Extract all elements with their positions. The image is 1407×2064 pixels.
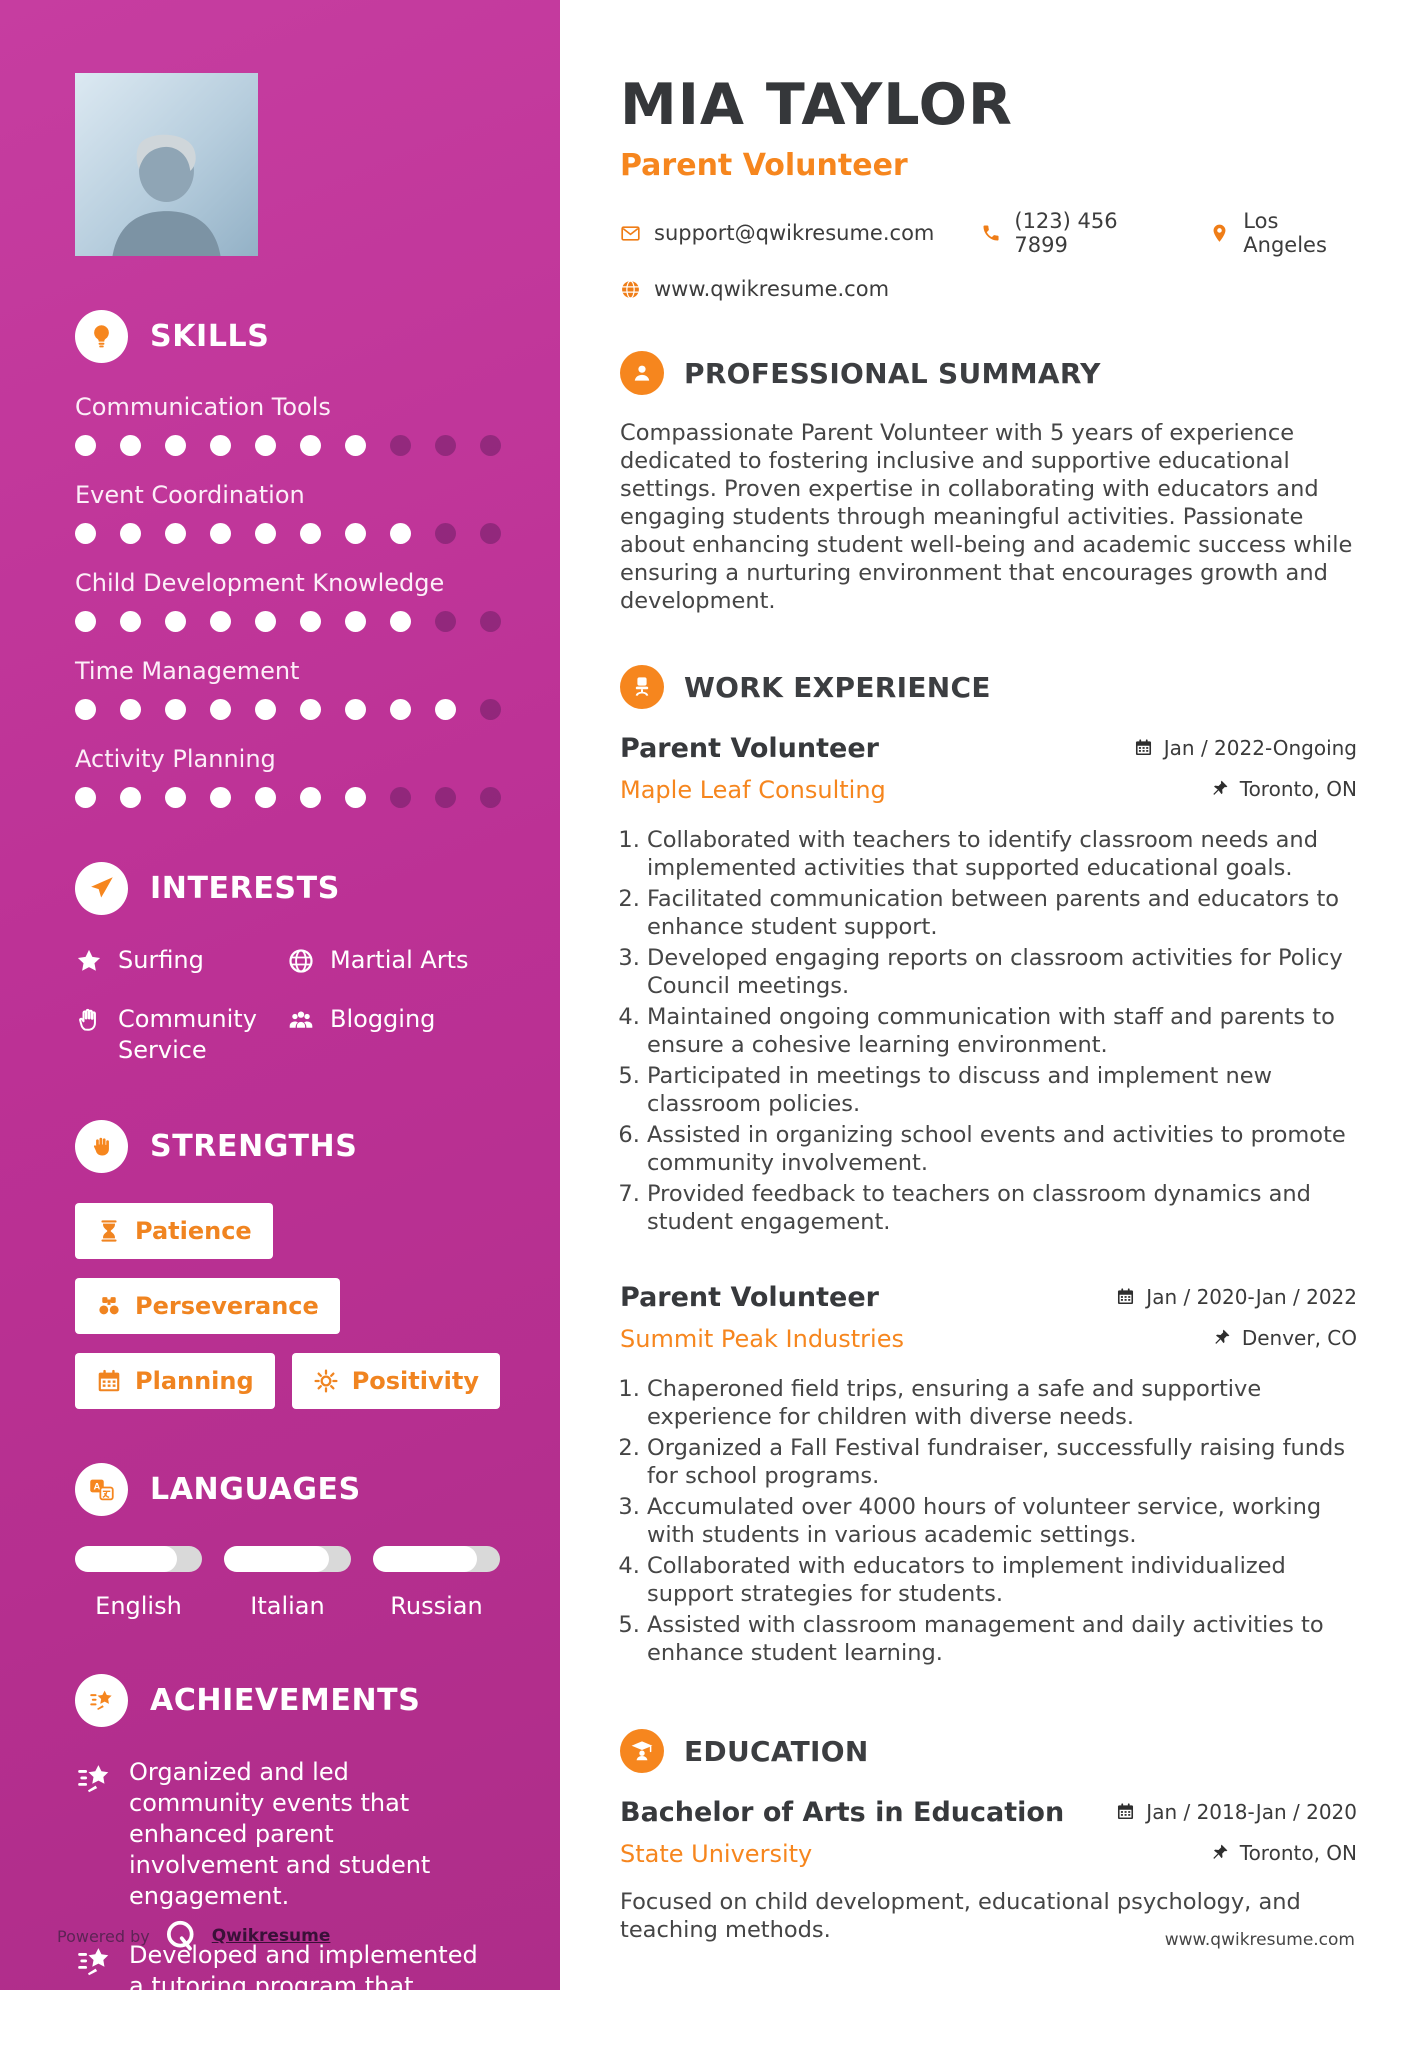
interests-list xyxy=(75,945,502,1066)
user-icon xyxy=(630,361,654,385)
achievements-list xyxy=(75,1757,502,2064)
job-bullet: 4. Maintained ongoing communication with staff and parents to ensure a cohesive learning environment. xyxy=(647,1003,1357,1059)
skill-dot-filled xyxy=(165,523,186,544)
skill-dot-filled xyxy=(300,523,321,544)
skill-dot-filled xyxy=(75,435,96,456)
fist-icon xyxy=(88,1133,115,1160)
candidate-name: MIA TAYLOR xyxy=(620,72,1013,138)
skill-dot-filled xyxy=(300,699,321,720)
powered-by-label: Powered by xyxy=(57,1926,150,1946)
job-header-row xyxy=(620,1282,1357,1313)
contact-row-1 xyxy=(620,209,1357,257)
achievement-text: Organized and led community events that enhanced parent involvement and student engagement. xyxy=(129,1758,431,1910)
phone-text: (123) 456 7899 xyxy=(1014,209,1118,257)
job-subheader-row xyxy=(620,776,1357,804)
skill-dots xyxy=(75,523,502,544)
education-description: Focused on child development, educational psychology, and teaching methods. xyxy=(620,1889,1301,1943)
interest-item xyxy=(75,1004,287,1066)
interest-label: Martial Arts xyxy=(330,946,469,974)
skill-dot-filled xyxy=(390,611,411,632)
strengths-list xyxy=(75,1203,502,1409)
calendar-icon xyxy=(96,1368,122,1394)
skill-dot-filled xyxy=(345,699,366,720)
skill-dot-empty xyxy=(480,435,501,456)
interest-item xyxy=(75,945,287,976)
skill-dot-empty xyxy=(480,611,501,632)
job-location xyxy=(1210,777,1357,801)
skill-label: Activity Planning xyxy=(75,745,276,773)
qwikresume-logo-icon xyxy=(163,1918,199,1954)
achievements-heading-label: ACHIEVEMENTS xyxy=(150,1683,421,1718)
skill-dot-filled xyxy=(210,787,231,808)
interests-heading xyxy=(75,862,502,915)
job-dates xyxy=(1134,736,1357,760)
education-heading-label: EDUCATION xyxy=(684,1734,869,1768)
skill-dot-empty xyxy=(435,611,456,632)
education-heading xyxy=(620,1729,1357,1773)
skill-dots xyxy=(75,787,502,808)
language-item xyxy=(75,1546,202,1620)
skill-label: Child Development Knowledge xyxy=(75,569,445,597)
footer-site-url: www.qwikresume.com xyxy=(1164,1930,1355,1950)
job-bullet: 5. Participated in meetings to discuss and implement new classroom policies. xyxy=(647,1062,1357,1118)
skill-dot-filled xyxy=(165,435,186,456)
phone-icon xyxy=(980,223,1001,244)
skill-dot-filled xyxy=(210,435,231,456)
language-progress-track xyxy=(373,1546,500,1572)
main-column xyxy=(620,0,1357,1944)
calendar-icon xyxy=(1116,1802,1135,1821)
skill-dots xyxy=(75,699,502,720)
language-label: Russian xyxy=(390,1592,483,1620)
job-location xyxy=(1212,1326,1357,1350)
skill-dot-filled xyxy=(255,435,276,456)
language-item xyxy=(224,1546,351,1620)
location-text: Los Angeles xyxy=(1243,209,1327,257)
job-bullet: 6. Assisted in organizing school events and activities to promote community involvement. xyxy=(647,1121,1357,1177)
skills-heading xyxy=(75,310,502,363)
skill-dot-filled xyxy=(255,699,276,720)
skill-dot-filled xyxy=(255,611,276,632)
footer-branding xyxy=(57,1918,330,1954)
job-title: Parent Volunteer xyxy=(620,733,879,764)
summary-heading-label: PROFESSIONAL SUMMARY xyxy=(684,356,1101,390)
skill-dot-filled xyxy=(255,787,276,808)
job-dates xyxy=(1116,1285,1357,1309)
job-dates-text: Jan / 2022-Ongoing xyxy=(1163,735,1357,760)
skill-item xyxy=(75,393,502,456)
skill-dot-filled xyxy=(345,787,366,808)
strengths-heading-label: STRENGTHS xyxy=(150,1129,358,1164)
skill-dots xyxy=(75,435,502,456)
skill-dot-empty xyxy=(480,699,501,720)
skill-dot-filled xyxy=(75,787,96,808)
map-marker-icon xyxy=(1209,223,1230,244)
skill-dot-filled xyxy=(165,611,186,632)
school-name: State University xyxy=(620,1840,813,1868)
job-bullet: 7. Provided feedback to teachers on classroom dynamics and student engagement. xyxy=(647,1180,1357,1236)
skills-section xyxy=(75,310,502,808)
skills-heading-label: SKILLS xyxy=(150,319,270,354)
strength-badge xyxy=(292,1353,500,1409)
degree-title: Bachelor of Arts in Education xyxy=(620,1797,1065,1828)
jobs-list xyxy=(620,733,1357,1667)
language-label: English xyxy=(95,1592,182,1620)
education-section xyxy=(620,1729,1357,1944)
email-link[interactable] xyxy=(620,221,934,245)
contact-row-2 xyxy=(620,277,1357,301)
strengths-section xyxy=(75,1120,502,1409)
job-bullet: 3. Accumulated over 4000 hours of volunteer service, working with students in various academic settings. xyxy=(647,1493,1357,1549)
skill-dot-filled xyxy=(120,787,141,808)
strength-badge xyxy=(75,1278,340,1334)
profile-photo xyxy=(75,73,258,256)
skill-dot-empty xyxy=(480,523,501,544)
skill-dot-filled xyxy=(345,523,366,544)
sidebar xyxy=(0,0,560,2062)
skill-dot-empty xyxy=(390,787,411,808)
job-bullet: 1. Chaperoned field trips, ensuring a safe and supportive experience for children with diverse needs. xyxy=(647,1375,1357,1431)
company-name: Summit Peak Industries xyxy=(620,1325,904,1353)
skill-dot-filled xyxy=(255,523,276,544)
job-header-row xyxy=(620,733,1357,764)
skill-item xyxy=(75,745,502,808)
job-entry xyxy=(620,733,1357,1236)
skill-item xyxy=(75,657,502,720)
website-text: www.qwikresume.com xyxy=(654,277,890,301)
achievements-heading xyxy=(75,1674,502,1727)
skill-label: Time Management xyxy=(75,657,300,685)
shooting-star-icon xyxy=(75,1760,113,1798)
globe-icon xyxy=(620,279,641,300)
svg-text:A: A xyxy=(93,1481,101,1493)
star-icon xyxy=(75,947,103,975)
pushpin-icon xyxy=(1210,779,1229,798)
skill-dot-filled xyxy=(210,611,231,632)
pushpin-icon xyxy=(1212,1328,1231,1347)
skill-dot-filled xyxy=(210,523,231,544)
skill-dot-empty xyxy=(435,523,456,544)
language-progress-track xyxy=(224,1546,351,1572)
skill-dot-filled xyxy=(345,611,366,632)
interests-section xyxy=(75,862,502,1066)
job-title: Parent Volunteer xyxy=(620,1282,879,1313)
globe-icon xyxy=(287,947,315,975)
skill-dot-filled xyxy=(120,435,141,456)
paper-plane-icon xyxy=(88,875,115,902)
skill-dot-filled xyxy=(300,787,321,808)
skill-dot-filled xyxy=(120,523,141,544)
skill-dot-empty xyxy=(480,787,501,808)
languages-heading xyxy=(75,1463,502,1516)
job-location-text: Toronto, ON xyxy=(1239,776,1357,801)
skill-dot-filled xyxy=(345,435,366,456)
binoculars-icon xyxy=(96,1293,122,1319)
skill-dot-filled xyxy=(75,699,96,720)
summary-heading xyxy=(620,351,1357,395)
language-progress-track xyxy=(75,1546,202,1572)
graduation-cap-icon xyxy=(630,1739,654,1763)
job-location-text: Denver, CO xyxy=(1241,1325,1357,1350)
languages-list xyxy=(75,1546,502,1620)
achievement-item xyxy=(75,1940,502,2064)
skill-dot-filled xyxy=(75,523,96,544)
skill-dot-filled xyxy=(390,699,411,720)
skill-dot-filled xyxy=(120,699,141,720)
shooting-star-icon xyxy=(88,1687,115,1714)
job-bullet: 2. Organized a Fall Festival fundraiser, successfully raising funds for school programs. xyxy=(647,1434,1357,1490)
skill-dot-filled xyxy=(300,435,321,456)
language-label: Italian xyxy=(250,1592,325,1620)
strength-badge xyxy=(75,1353,275,1409)
experience-section xyxy=(620,665,1357,1667)
skill-label: Communication Tools xyxy=(75,393,331,421)
pushpin-icon xyxy=(1210,1843,1229,1862)
qwikresume-link[interactable]: Qwikresume xyxy=(211,1926,331,1946)
interests-heading-label: INTERESTS xyxy=(150,871,340,906)
education-dates: Jan / 2018-Jan / 2020 xyxy=(1116,1800,1357,1824)
achievement-text: Developed and implemented a tutoring program that improved literacy rates among struggling students. xyxy=(129,1941,478,2062)
job-bullet: 1. Collaborated with teachers to identify classroom needs and implemented activities that supported educational goals. xyxy=(647,826,1357,882)
skill-dot-filled xyxy=(165,699,186,720)
job-dates-text: Jan / 2020-Jan / 2022 xyxy=(1146,1284,1357,1309)
calendar-icon xyxy=(1116,1287,1135,1306)
company-name: Maple Leaf Consulting xyxy=(620,776,886,804)
languages-section xyxy=(75,1463,502,1620)
experience-heading-label: WORK EXPERIENCE xyxy=(684,670,991,704)
interest-label: Surfing xyxy=(118,946,204,974)
interest-label: Community Service xyxy=(118,1005,257,1064)
website-link[interactable] xyxy=(620,277,889,301)
achievements-section xyxy=(75,1674,502,2064)
achievement-item xyxy=(75,1757,502,1912)
portrait-placeholder xyxy=(75,116,258,256)
calendar-icon xyxy=(1134,738,1153,757)
summary-section xyxy=(620,351,1357,615)
phone-item xyxy=(980,209,1163,257)
skill-dot-filled xyxy=(390,523,411,544)
job-bullet: 2. Facilitated communication between parents and educators to enhance student support. xyxy=(647,885,1357,941)
job-bullets xyxy=(620,826,1357,1236)
skill-dot-empty xyxy=(390,435,411,456)
skill-dot-filled xyxy=(120,611,141,632)
strength-label: Patience xyxy=(135,1217,252,1245)
skill-dot-filled xyxy=(210,699,231,720)
strength-label: Perseverance xyxy=(135,1292,319,1320)
hourglass-icon xyxy=(96,1218,122,1244)
strength-label: Positivity xyxy=(351,1367,479,1395)
education-location: Toronto, ON xyxy=(1210,1841,1357,1865)
interest-label: Blogging xyxy=(330,1005,436,1033)
interest-item xyxy=(287,1004,502,1066)
strengths-heading xyxy=(75,1120,502,1173)
sun-icon xyxy=(313,1368,339,1394)
job-entry xyxy=(620,1282,1357,1667)
job-bullet: 4. Collaborated with educators to implement individualized support strategies for students. xyxy=(647,1552,1357,1608)
skill-label: Event Coordination xyxy=(75,481,305,509)
strength-badge xyxy=(75,1203,273,1259)
skill-dots xyxy=(75,611,502,632)
experience-heading xyxy=(620,665,1357,709)
language-progress-fill xyxy=(224,1546,329,1572)
skill-item xyxy=(75,569,502,632)
job-bullets xyxy=(620,1375,1357,1667)
job-bullet: 3. Developed engaging reports on classroom activities for Policy Council meetings. xyxy=(647,944,1357,1000)
language-item xyxy=(373,1546,500,1620)
skill-item xyxy=(75,481,502,544)
lightbulb-icon xyxy=(88,323,115,350)
summary-text: Compassionate Parent Volunteer with 5 years of experience dedicated to fostering inclusive and supportive educational settings. Proven expertise in collaborating with educators and engaging students through meaningful activities. Passionate about enhancing student well-being and academic success while ensuring a nurturing environment that encourages growth and development. xyxy=(620,420,1353,614)
language-progress-fill xyxy=(75,1546,177,1572)
language-progress-fill xyxy=(373,1546,477,1572)
interest-item xyxy=(287,945,502,976)
email-text: support@qwikresume.com xyxy=(654,221,935,245)
candidate-title: Parent Volunteer xyxy=(620,148,908,183)
strength-label: Planning xyxy=(135,1367,254,1395)
job-subheader-row xyxy=(620,1325,1357,1353)
skill-dot-filled xyxy=(300,611,321,632)
skill-dot-filled xyxy=(435,699,456,720)
translate-icon xyxy=(88,1476,115,1503)
location-item xyxy=(1209,209,1357,257)
office-chair-icon xyxy=(630,675,654,699)
languages-heading-label: LANGUAGES xyxy=(150,1472,361,1507)
hand-icon xyxy=(75,1006,103,1034)
job-bullet: 5. Assisted with classroom management and daily activities to enhance student learning. xyxy=(647,1611,1357,1667)
skill-dot-empty xyxy=(435,787,456,808)
skill-dot-empty xyxy=(435,435,456,456)
skill-dot-filled xyxy=(75,611,96,632)
skills-list xyxy=(75,393,502,808)
education-entry xyxy=(620,1797,1357,1944)
users-icon xyxy=(287,1006,315,1034)
skill-dot-filled xyxy=(165,787,186,808)
envelope-icon xyxy=(620,223,641,244)
